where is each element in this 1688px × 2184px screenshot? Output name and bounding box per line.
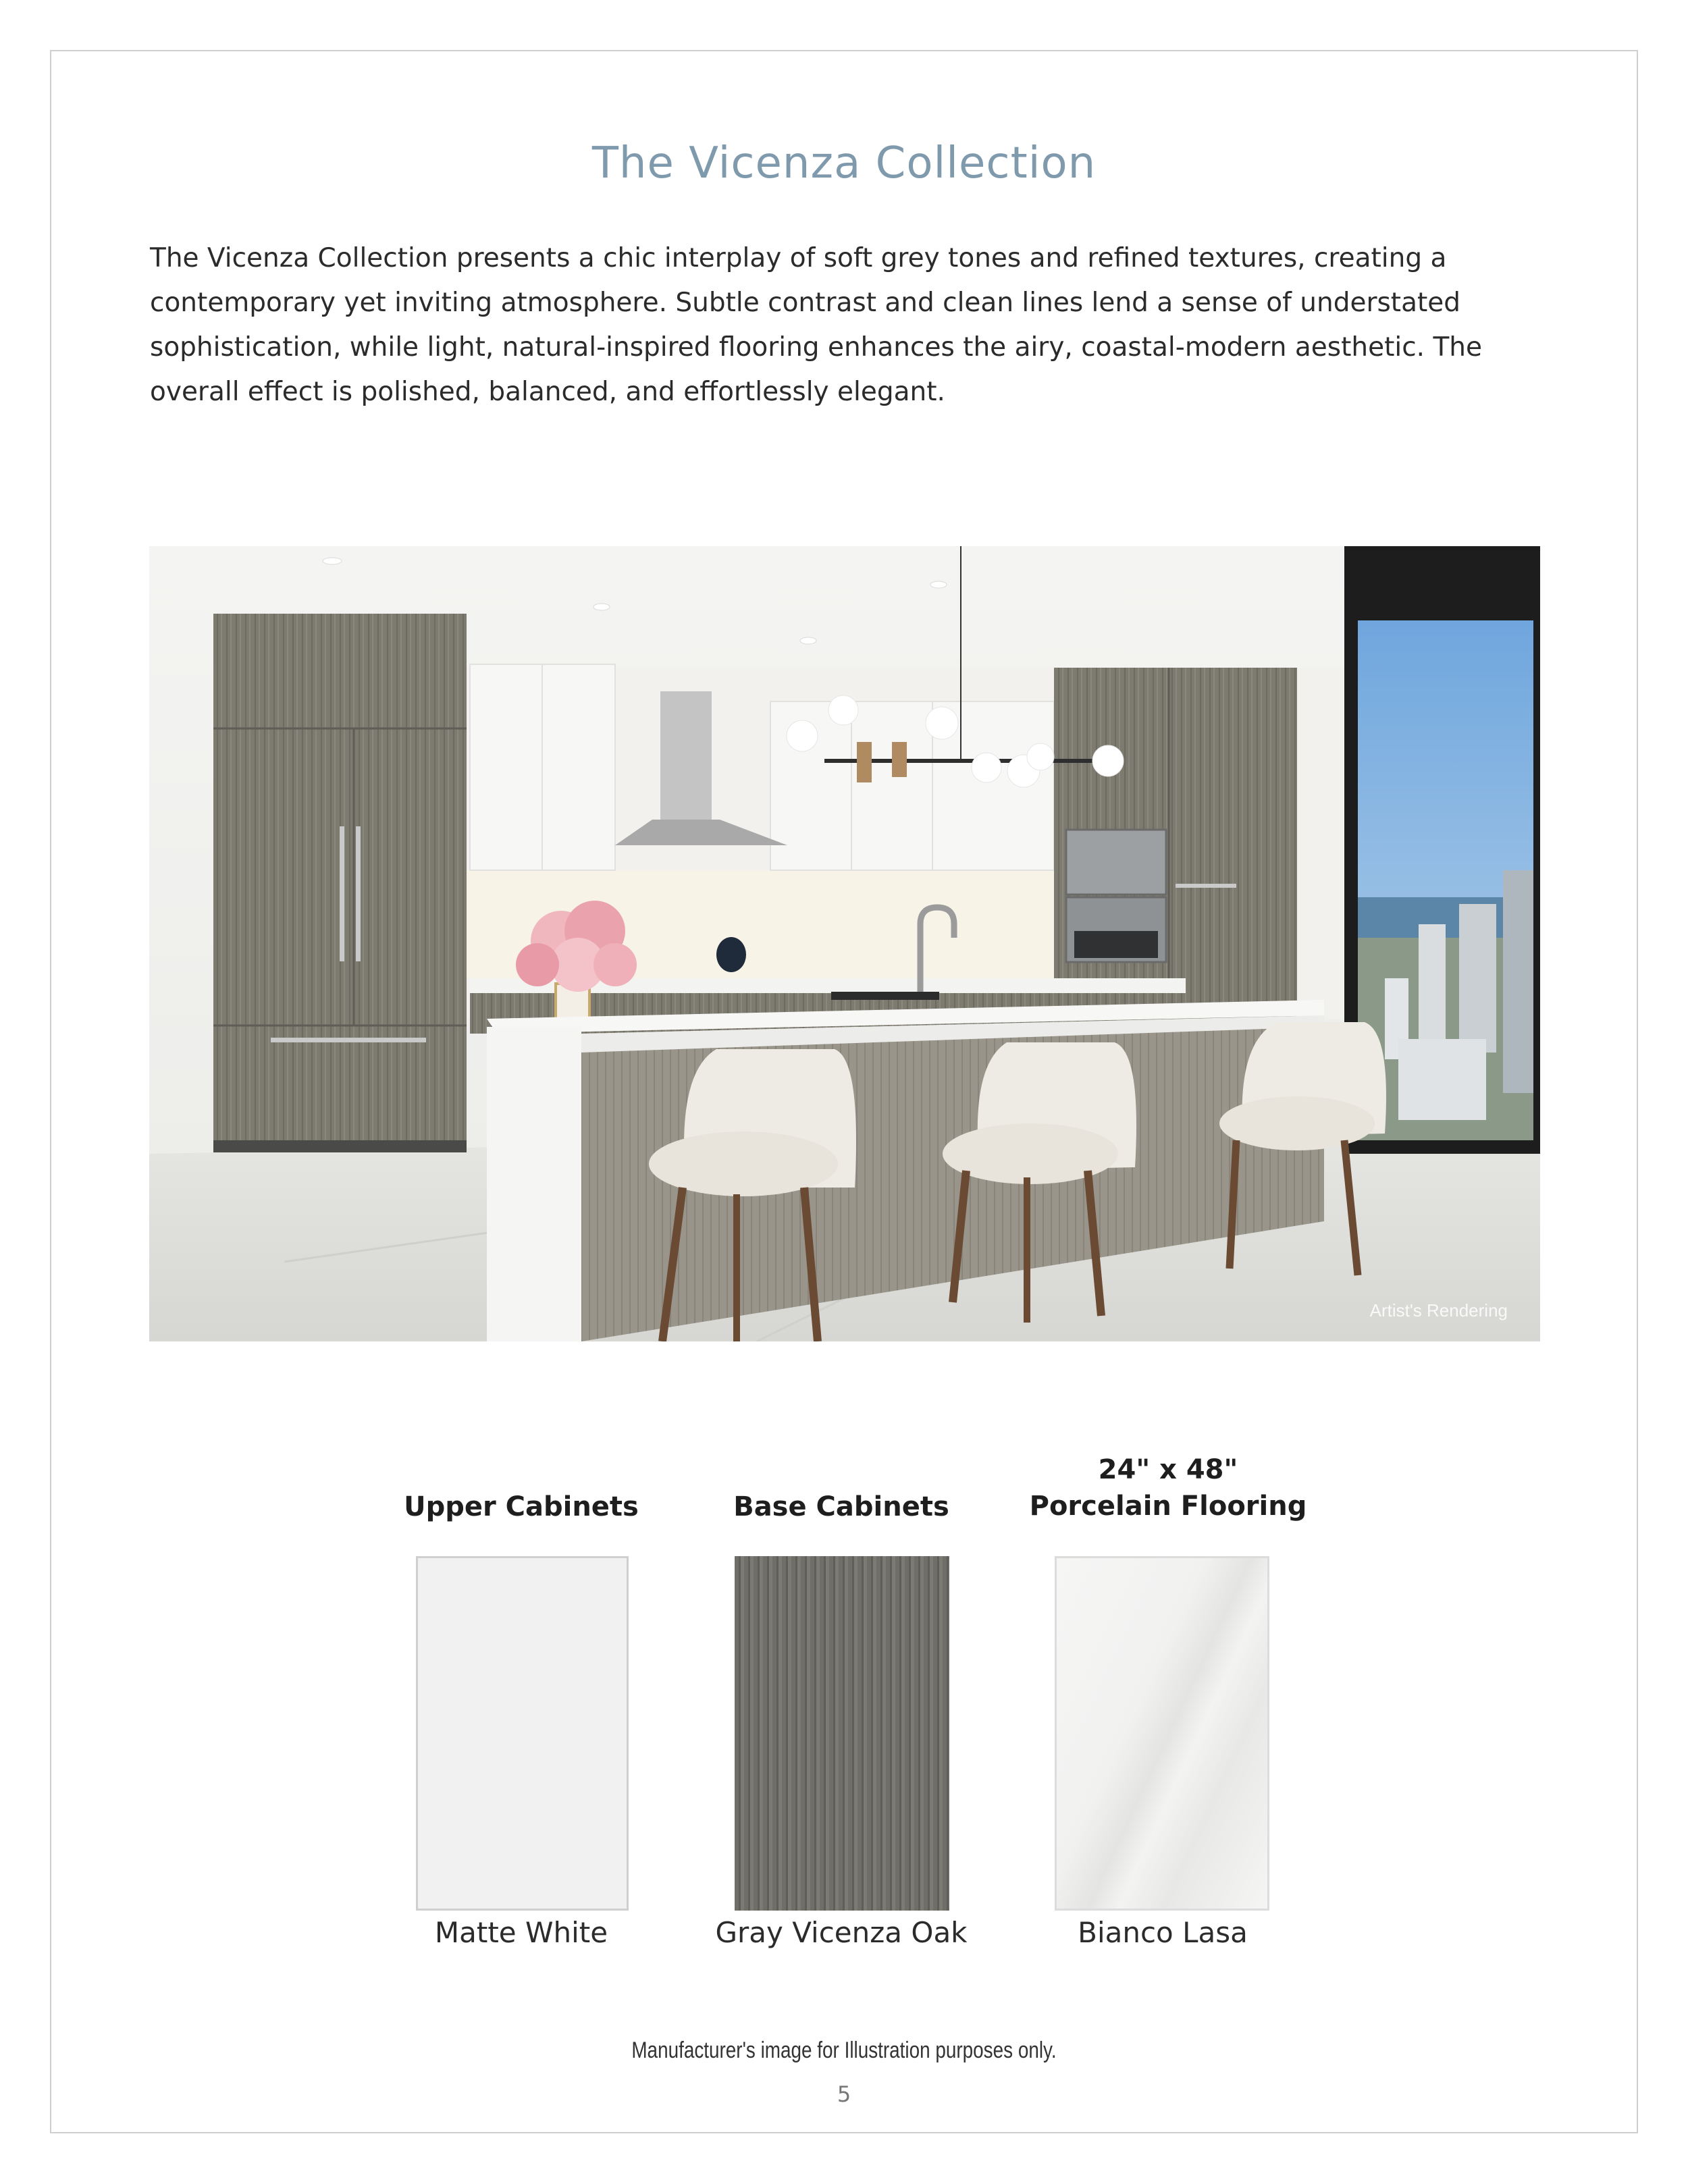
kitchen-rendering bbox=[149, 546, 1540, 1341]
base-cabinets-heading: Base Cabinets bbox=[733, 1491, 949, 1522]
illustration-disclaimer: Manufacturer's image for Illustration purposes only. bbox=[631, 2037, 1057, 2063]
page-title: The Vicenza Collection bbox=[591, 138, 1097, 188]
collection-description: The Vicenza Collection presents a chic interplay of soft grey tones and refined textures, creating a contemporary yet inviting atmosphere. Subtle contrast and clean lines lend a sense of understated sophistication, while light, natural-inspired flooring enhances the airy, coastal-modern aesthetic. The overall effect is polished, balanced, and effortlessly elegant. bbox=[150, 243, 1483, 407]
matte-white-swatch bbox=[416, 1556, 629, 1911]
bianco-lasa-label: Bianco Lasa bbox=[1078, 1916, 1248, 1949]
bianco-lasa-swatch bbox=[1055, 1556, 1269, 1911]
flooring-size-heading: 24" x 48" bbox=[1098, 1454, 1238, 1485]
flooring-heading-block bbox=[999, 1451, 1337, 1524]
upper-cabinets-heading-block bbox=[352, 1489, 690, 1525]
flooring-type-heading: Porcelain Flooring bbox=[1029, 1491, 1307, 1522]
gray-vicenza-oak-label: Gray Vicenza Oak bbox=[715, 1916, 968, 1949]
kitchen-illustration bbox=[149, 546, 1540, 1341]
page-number: 5 bbox=[837, 2081, 851, 2107]
upper-cabinets-heading: Upper Cabinets bbox=[404, 1491, 639, 1522]
artists-rendering-caption: Artist's Rendering bbox=[1369, 1300, 1508, 1321]
matte-white-label: Matte White bbox=[434, 1916, 608, 1949]
base-cabinets-heading-block bbox=[672, 1489, 1010, 1525]
gray-vicenza-oak-swatch bbox=[735, 1556, 949, 1911]
